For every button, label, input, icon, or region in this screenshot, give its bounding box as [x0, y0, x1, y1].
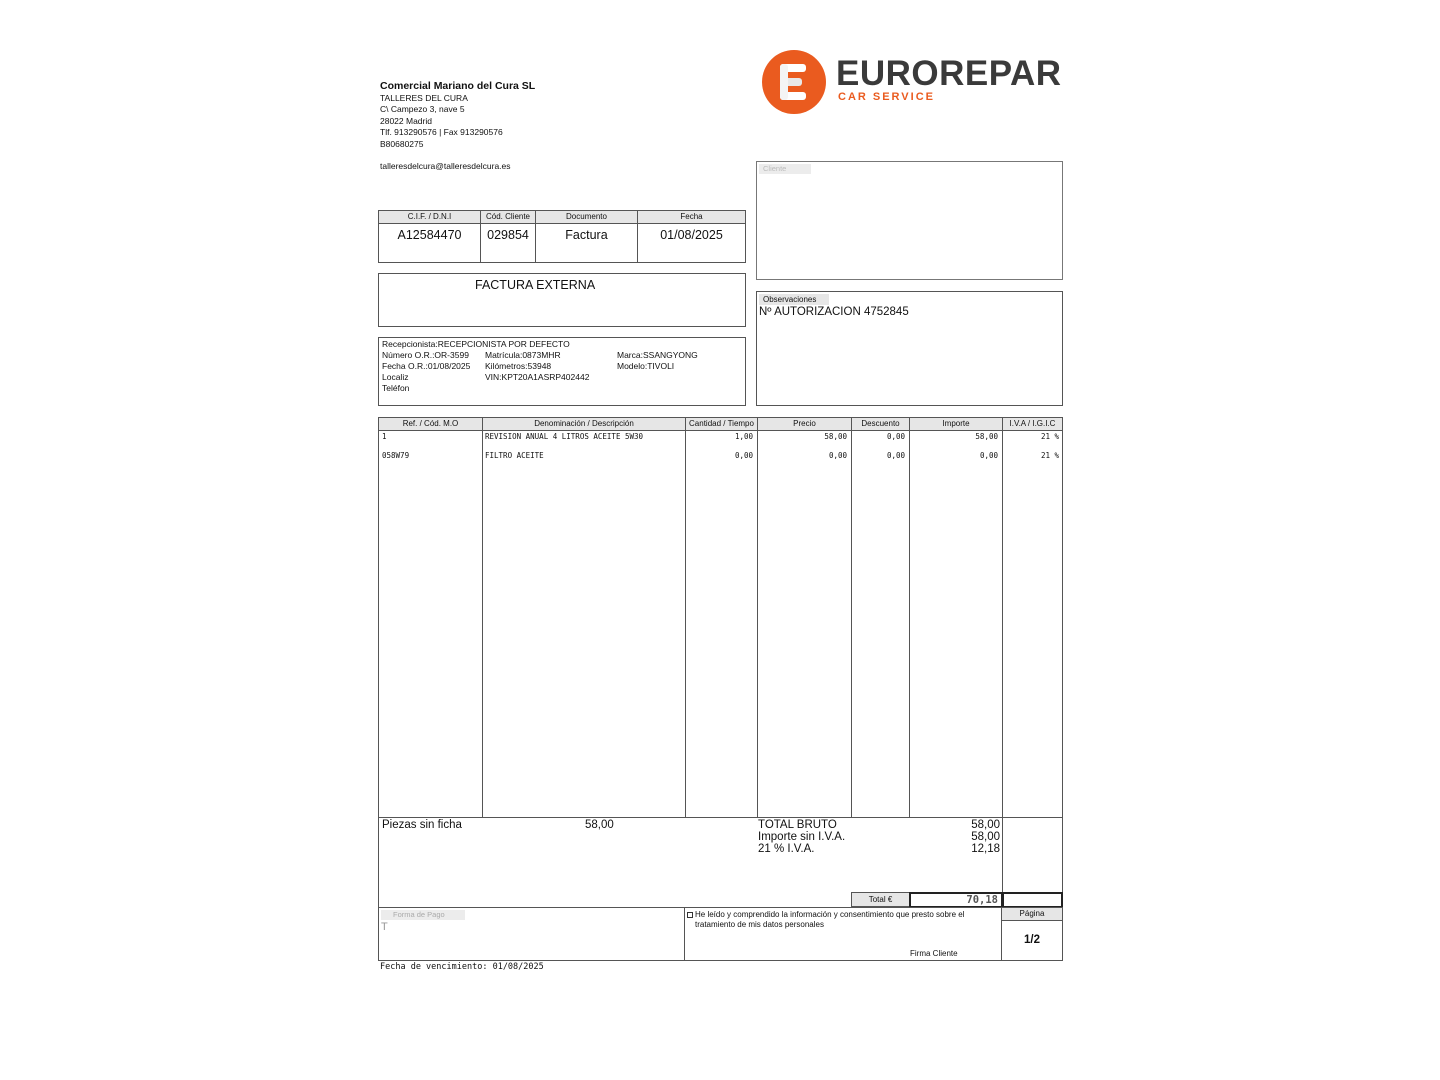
client-box	[756, 161, 1063, 280]
company-line: C\ Campezo 3, nave 5	[380, 104, 465, 115]
company-line: 28022 Madrid	[380, 115, 432, 126]
row-discount: 0,00	[886, 451, 905, 460]
col-desc	[483, 418, 686, 817]
invoice-id-table	[378, 210, 746, 263]
company-line: Tlf. 913290576 | Fax 913290576	[380, 127, 503, 138]
col-header: Importe	[910, 418, 1002, 431]
items-table	[378, 417, 1063, 908]
observations-box	[756, 291, 1063, 406]
signature-label: Firma Cliente	[910, 949, 958, 958]
or-date: Fecha O.R.:01/08/2025	[382, 361, 471, 371]
client-code-cell	[481, 211, 536, 262]
company-line: B80680275	[380, 138, 424, 149]
row-price: 58,00	[824, 432, 847, 441]
col-price	[758, 418, 852, 817]
location: Localiz	[382, 372, 409, 382]
payment-box	[378, 907, 685, 961]
reception-info	[378, 337, 746, 406]
consent-checkbox[interactable]	[687, 912, 693, 918]
vin: VIN:KPT20A1ASRP402442	[485, 372, 590, 382]
col-header: Ref. / Cód. M.O	[379, 418, 482, 431]
date-label: Fecha	[638, 211, 745, 224]
logo-brand: EUROREPAR	[836, 54, 1062, 93]
vat-divider	[1002, 818, 1003, 893]
col-qty	[686, 418, 758, 817]
invoice-type: FACTURA EXTERNA	[475, 278, 596, 292]
vehicle-brand: Marca:SSANGYONG	[617, 350, 698, 360]
row-discount: 0,00	[886, 432, 905, 441]
col-header: Cantidad / Tiempo	[686, 418, 757, 431]
phone: Teléfon	[382, 383, 410, 393]
client-code-label: Cód. Cliente	[481, 211, 535, 224]
consent-box	[684, 907, 1002, 961]
row-amount: 0,00	[979, 451, 998, 460]
document-cell	[536, 211, 638, 262]
row-vat: 21 %	[1040, 432, 1059, 441]
consent-text-2: tratamiento de mis datos personales	[695, 920, 824, 929]
row-qty: 1,00	[734, 432, 753, 441]
date-value: 01/08/2025	[660, 228, 723, 242]
total-label: Total €	[851, 892, 910, 907]
row-ref: 058W79	[382, 451, 410, 460]
document-label: Documento	[536, 211, 637, 224]
col-header: Precio	[758, 418, 851, 431]
client-code-value: 029854	[487, 228, 529, 242]
observations-header: Observaciones	[759, 294, 829, 305]
row-vat: 21 %	[1040, 451, 1059, 460]
cif-value: A12584470	[397, 228, 462, 242]
invoice-type-box	[378, 273, 746, 327]
col-header: Descuento	[852, 418, 909, 431]
net-label: Importe sin I.V.A.	[758, 831, 846, 843]
vehicle-model: Modelo:TIVOLI	[617, 361, 675, 371]
observations-value: Nº AUTORIZACION 4752845	[759, 306, 909, 318]
payment-value: T	[381, 921, 388, 933]
date-cell	[638, 211, 745, 262]
plate: Matrícula:0873MHR	[485, 350, 561, 360]
page-label: Página	[1002, 908, 1062, 921]
company-name: Comercial Mariano del Cura SL	[380, 80, 536, 92]
client-header: Cliente	[759, 164, 811, 174]
net-value: 58,00	[971, 831, 1000, 843]
company-info	[380, 80, 535, 150]
consent-line-1	[687, 910, 964, 919]
gross-value: 58,00	[971, 819, 1000, 831]
col-header: I.V.A / I.G.I.C	[1003, 418, 1062, 431]
pieces-label: Piezas sin ficha	[382, 819, 462, 831]
company-line: TALLERES DEL CURA	[380, 93, 468, 103]
row-qty: 0,00	[734, 451, 753, 460]
eurorepar-logo	[762, 50, 1062, 116]
vat-value: 12,18	[971, 843, 1000, 855]
page-box	[1001, 907, 1063, 961]
due-date: Fecha de vencimiento: 01/08/2025	[380, 962, 544, 972]
or-number: Número O.R.:OR-3599	[382, 350, 469, 360]
row-desc: REVISION ANUAL 4 LITROS ACEITE 5W30	[485, 432, 644, 441]
cif-cell	[379, 211, 481, 262]
row-desc: FILTRO ACEITE	[485, 451, 544, 460]
receptionist: Recepcionista:RECEPCIONISTA POR DEFECTO	[382, 339, 570, 349]
col-discount	[852, 418, 910, 817]
kilometers: Kilómetros:53948	[485, 361, 552, 371]
gross-label: TOTAL BRUTO	[758, 819, 837, 831]
payment-label: Forma de Pago	[381, 910, 465, 920]
row-price: 0,00	[828, 451, 847, 460]
total-value: 70,18	[909, 892, 1003, 908]
col-header: Denominación / Descripción	[483, 418, 685, 431]
vat-label: 21 % I.V.A.	[758, 843, 815, 855]
logo-subtitle: CAR SERVICE	[838, 91, 935, 103]
totals-area	[379, 817, 1062, 907]
page-number: 1/2	[1024, 934, 1040, 946]
row-ref: 1	[382, 432, 387, 441]
total-vat-cell	[1002, 892, 1063, 908]
document-value: Factura	[565, 228, 608, 242]
logo-circle-icon	[762, 50, 826, 114]
row-amount: 58,00	[975, 432, 998, 441]
consent-text-1: He leído y comprendido la información y consentimiento que presto sobre el	[695, 910, 965, 919]
company-email: talleresdelcura@talleresdelcura.es	[380, 161, 511, 171]
pieces-value: 58,00	[585, 819, 614, 831]
cif-label: C.I.F. / D.N.I	[379, 211, 480, 224]
col-ref	[379, 418, 483, 817]
col-vat	[1003, 418, 1062, 817]
